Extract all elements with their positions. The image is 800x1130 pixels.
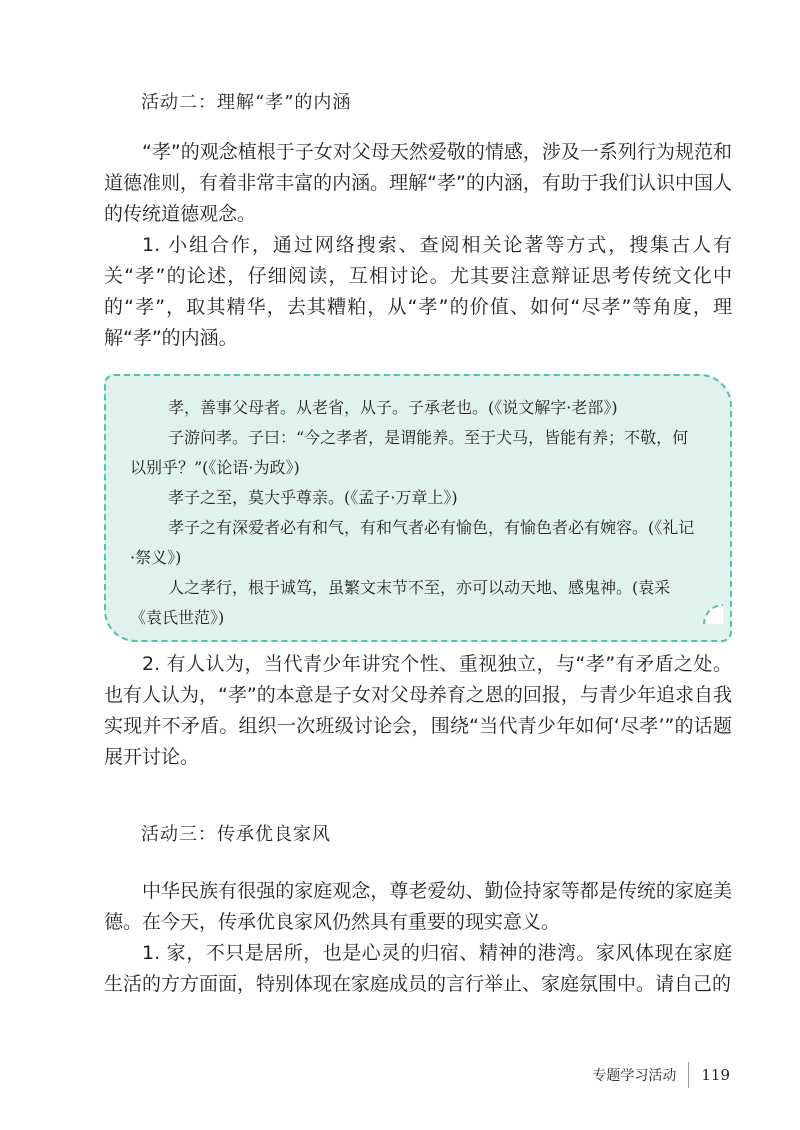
activity2-intro-block [104, 137, 732, 354]
quotation-list [130, 393, 696, 633]
activity2-item2: 2. 有人认为，当代青少年讲究个性、重视独立，与“孝”有矛盾之处。也有人认为，“孝”的本意是子女对父母养育之恩的回报，与青少年追求自我实现并不矛盾。组织一次班级讨论会，围绕“当代青少年如何‘尽孝’”的话题展开讨论。 [104, 653, 732, 768]
activity2-item1: 1. 小组合作，通过网络搜索、查阅相关论著等方式，搜集古人有关“孝”的论述，仔细阅读，互相讨论。尤其要注意辩证思考传统文化中的“孝”，取其精华，去其糟粕，从“孝”的价值、如何“尽孝”等角度，理解“孝”的内涵。 [104, 234, 732, 349]
quote-liji: 孝子之有深爱者必有和气，有和气者必有愉色，有愉色者必有婉容。(《礼记·祭义》) [130, 518, 695, 567]
activity3-item1: 1. 家，不只是居所，也是心灵的归宿、精神的港湾。家风体现在家庭生活的方方面面，特别体现在家庭成员的言行举止、家庭氛围中。请自己的 [104, 942, 732, 995]
quote-lunyu: 子游问孝。子曰：“今之孝者，是谓能养。至于犬马，皆能有养；不敬，何以别乎？”(《论语·为政》) [130, 428, 689, 477]
activity2-heading: 活动二：理解“孝”的内涵 [141, 92, 352, 113]
footer-divider [688, 1062, 689, 1088]
activity3-heading: 活动三：传承优良家风 [141, 824, 331, 845]
activity3-block [104, 876, 732, 1000]
page-footer [592, 1062, 730, 1088]
activity3-intro: 中华民族有很强的家庭观念，尊老爱幼、勤俭持家等都是传统的家庭美德。在今天，传承优良家风仍然具有重要的现实意义。 [104, 880, 732, 933]
quote-mengzi: 孝子之至，莫大乎尊亲。(《孟子·万章上》) [168, 488, 458, 507]
activity2-item2-block [104, 649, 732, 773]
activity2-intro: “孝”的观念植根于子女对父母天然爱敬的情感，涉及一系列行为规范和道德准则，有着非常丰富的内涵。理解“孝”的内涵，有助于我们认识中国人的传统道德观念。 [104, 141, 732, 225]
page-number: 119 [701, 1066, 730, 1084]
quote-yuanshi: 人之孝行，根于诚笃，虽繁文末节不至，亦可以动天地、感鬼神。(袁采《袁氏世范》) [130, 578, 671, 627]
quote-shuowen: 孝，善事父母者。从老省，从子。子承老也。(《说文解字·老部》) [168, 398, 618, 417]
footer-section-title: 专题学习活动 [592, 1068, 677, 1084]
